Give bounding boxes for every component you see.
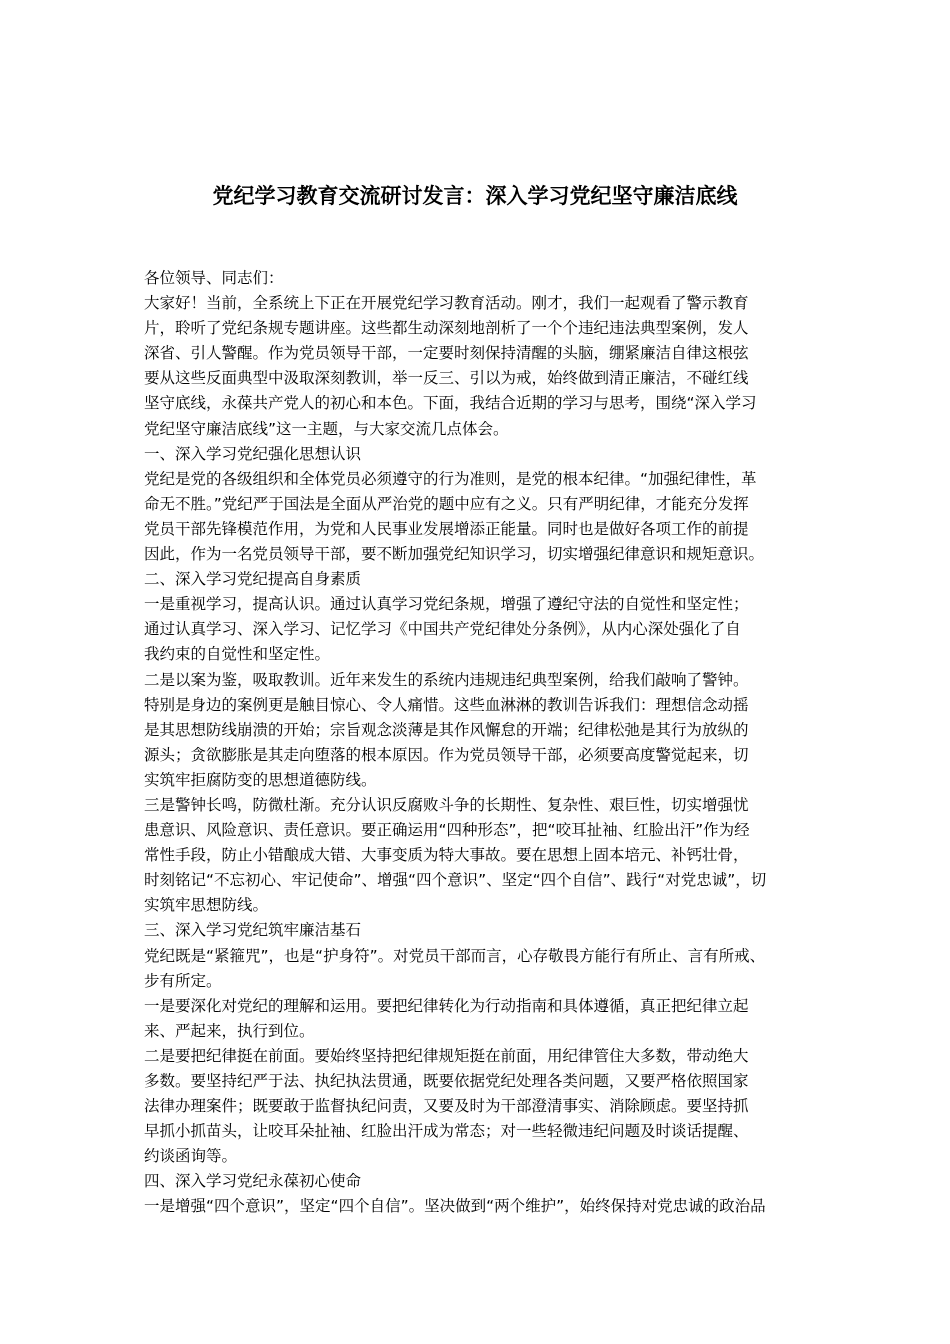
text-line: 是其思想防线崩溃的开始；宗旨观念淡薄是其作风懈怠的开端；纪律松弛是其行为放纵的 bbox=[144, 720, 749, 739]
text-line: 深省、引人警醒。作为党员领导干部，一定要时刻保持清醒的头脑，绷紧廉洁自律这根弦 bbox=[144, 344, 749, 363]
text-line: 党纪是党的各级组织和全体党员必须遵守的行为准则，是党的根本纪律。“加强纪律性，革 bbox=[144, 469, 757, 488]
text-line: 要从这些反面典型中汲取深刻教训，举一反三、引以为戒，始终做到清正廉洁，不碰红线 bbox=[144, 369, 749, 388]
text-line: 三、深入学习党纪筑牢廉洁基石 bbox=[144, 921, 362, 940]
text-line: 约谈函询等。 bbox=[144, 1147, 238, 1166]
text-line: 片，聆听了党纪条规专题讲座。这些都生动深刻地剖析了一个个违纪违法典型案例，发人 bbox=[144, 319, 749, 338]
text-line: 二、深入学习党纪提高自身素质 bbox=[144, 570, 362, 589]
text-line: 源头；贪欲膨胀是其走向堕落的根本原因。作为党员领导干部，必须要高度警觉起来，切 bbox=[144, 745, 749, 764]
text-line: 二是以案为鉴，吸取教训。近年来发生的系统内违规违纪典型案例，给我们敲响了警钟。 bbox=[144, 670, 749, 689]
text-line: 四、深入学习党纪永葆初心使命 bbox=[144, 1172, 362, 1191]
text-line: 多数。要坚持纪严于法、执纪执法贯通，既要依据党纪处理各类问题，又要严格依照国家 bbox=[144, 1072, 749, 1090]
text-line: 一、深入学习党纪强化思想认识 bbox=[144, 444, 362, 463]
text-line: 一是要深化对党纪的理解和运用。要把纪律转化为行动指南和具体遵循，真正把纪律立起 bbox=[144, 996, 749, 1015]
text-line: 党纪既是“紧箍咒”，也是“护身符”。对党员干部而言，心存敬畏方能行有所止、言有所戒、 bbox=[144, 946, 766, 965]
text-line: 命无不胜。”党纪严于国法是全面从严治党的题中应有之义。只有严明纪律，才能充分发挥 bbox=[144, 494, 749, 513]
text-line: 法律办理案件；既要敢于监督执纪问责，又要及时为干部澄清事实、消除顾虑。要坚持抓 bbox=[144, 1097, 749, 1116]
text-line: 三是警钟长鸣，防微杜渐。充分认识反腐败斗争的长期性、复杂性、艰巨性，切实增强忧 bbox=[144, 795, 749, 814]
text-line: 二是要把纪律挺在前面。要始终坚持把纪律规矩挺在前面，用纪律管住大多数，带动绝大 bbox=[144, 1046, 749, 1065]
text-line: 党纪坚守廉洁底线”这一主题，与大家交流几点体会。 bbox=[144, 419, 509, 438]
text-line: 各位领导、同志们： bbox=[144, 269, 284, 287]
text-line: 早抓小抓苗头，让咬耳朵扯袖、红脸出汗成为常态；对一些轻微违纪问题及时谈话提醒、 bbox=[144, 1122, 749, 1141]
text-line: 大家好！当前，全系统上下正在开展党纪学习教育活动。刚才，我们一起观看了警示教育 bbox=[144, 294, 749, 313]
text-line: 通过认真学习、深入学习、记忆学习《中国共产党纪律处分条例》，从内心深处强化了自 bbox=[144, 620, 741, 639]
document-title: 党纪学习教育交流研讨发言：深入学习党纪坚守廉洁底线 bbox=[212, 184, 738, 208]
text-line: 党员干部先锋模范作用，为党和人民事业发展增添正能量。同时也是做好各项工作的前提 bbox=[144, 519, 749, 538]
text-line: 实筑牢思想防线。 bbox=[144, 896, 269, 915]
text-line: 来、严起来，执行到位。 bbox=[144, 1021, 315, 1040]
text-line: 坚守底线，永葆共产党人的初心和本色。下面，我结合近期的学习与思考，围绕“深入学习 bbox=[144, 394, 757, 413]
text-line: 步有所定。 bbox=[144, 971, 222, 990]
text-line: 常性手段，防止小错酿成大错、大事变质为特大事故。要在思想上固本培元、补钙壮骨， bbox=[144, 846, 749, 865]
text-line: 特别是身边的案例更是触目惊心、令人痛惜。这些血淋淋的教训告诉我们：理想信念动摇 bbox=[144, 695, 749, 714]
text-line: 我约束的自觉性和坚定性。 bbox=[144, 645, 331, 664]
document-body bbox=[144, 266, 824, 1220]
text-line: 因此，作为一名党员领导干部，要不断加强党纪知识学习，切实增强纪律意识和规矩意识。 bbox=[144, 545, 765, 564]
text-line: 实筑牢拒腐防变的思想道德防线。 bbox=[144, 770, 377, 789]
text-line: 时刻铭记“不忘初心、牢记使命”、增强“四个意识”、坚定“四个自信”、践行“对党忠诚”，切 bbox=[144, 871, 767, 890]
text-line: 一是重视学习，提高认识。通过认真学习党纪条规，增强了遵纪守法的自觉性和坚定性； bbox=[144, 595, 749, 614]
text-line: 患意识、风险意识、责任意识。要正确运用“四种形态”，把“咬耳扯袖、红脸出汗”作为经 bbox=[144, 821, 750, 840]
text-line: 一是增强“四个意识”，坚定“四个自信”。坚决做到“两个维护”，始终保持对党忠诚的政治品 bbox=[144, 1197, 766, 1216]
